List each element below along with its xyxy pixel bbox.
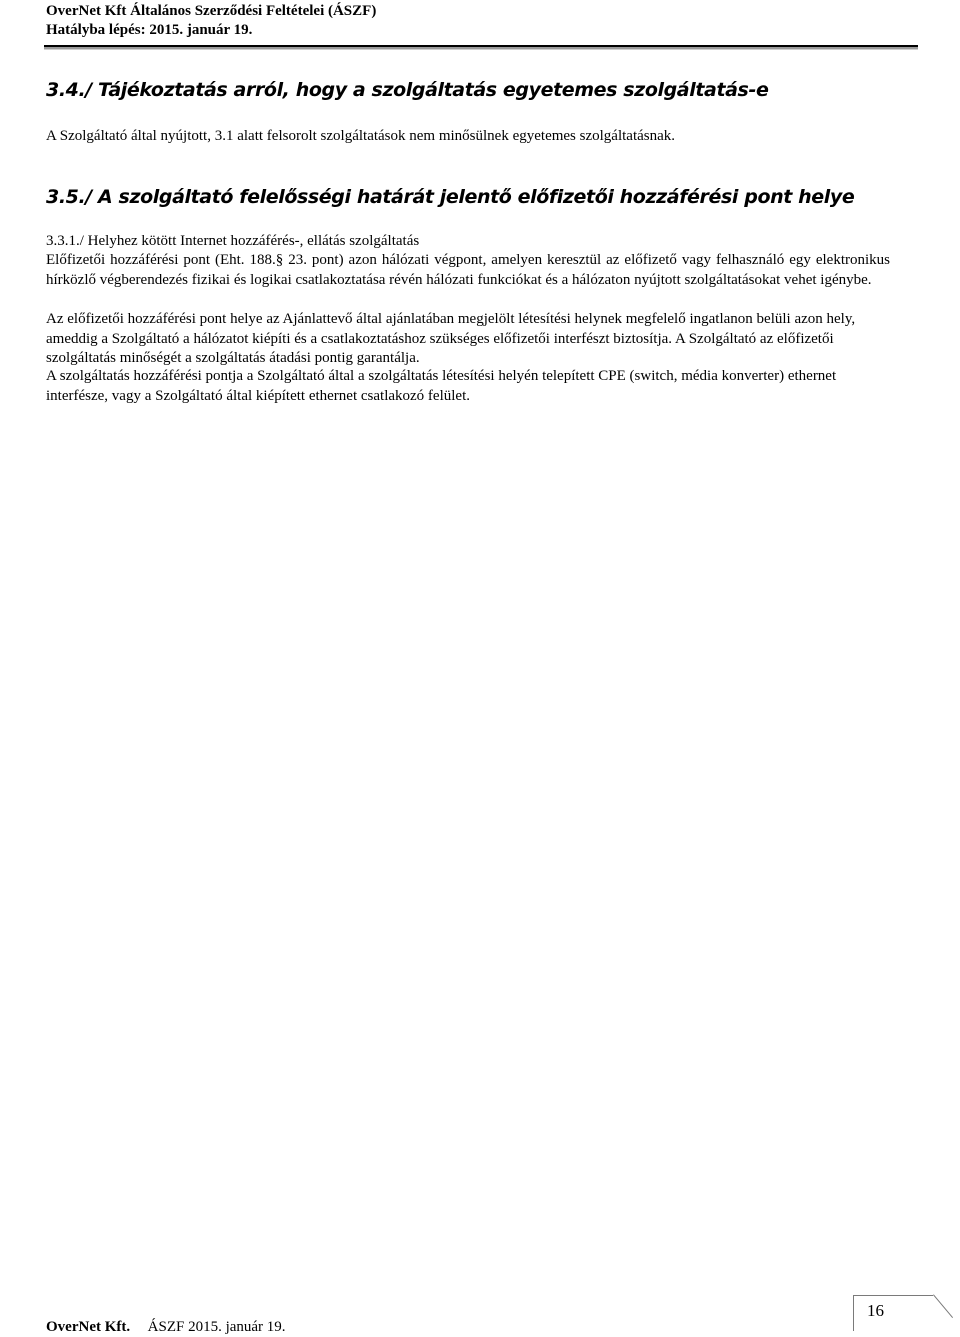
paragraph-access-point-definition: Előfizetői hozzáférési pont (Eht. 188.§ 23. pont) azon hálózati végpont, amelyen keresztül az előfizető vagy felhasználó egy elektronikus hírközlő végberendezés fizikai és logikai csatlakoztatása révén hálózati funkciókat és a hálózaton nyújtott szolgáltatásokat vehet igénybe.	[46, 252, 890, 288]
page-number: 16	[867, 1301, 884, 1320]
paragraph-access-point-interface: A szolgáltatás hozzáférési pontja a Szolgáltató által a szolgáltatás létesítési helyén telepített CPE (switch, média konverter) ethernet interfésze, vagy a Szolgáltató által kiépített ethernet csatlakozó felület.	[46, 368, 837, 404]
footer-company: OverNet Kft.	[46, 1319, 131, 1335]
sub-heading-3-3-1: 3.3.1./ Helyhez kötött Internet hozzáférés-, ellátás szolgáltatás	[46, 233, 420, 249]
section-heading-3-4: 3.4./ Tájékoztatás arról, hogy a szolgáltatás egyetemes szolgáltatás-e	[46, 79, 769, 101]
header-divider	[44, 45, 918, 47]
page-footer	[46, 1318, 286, 1337]
section-heading-3-5: 3.5./ A szolgáltató felelősségi határát jelentő előfizetői hozzáférési pont helye	[46, 186, 855, 208]
footer-document: ÁSZF 2015. január 19.	[147, 1319, 286, 1335]
header-title: OverNet Kft Általános Szerződési Feltételei (ÁSZF)	[46, 3, 377, 19]
header-effective-date: Hatályba lépés: 2015. január 19.	[46, 22, 253, 38]
page-number-box	[853, 1295, 933, 1331]
page-header	[46, 2, 918, 40]
section-3-4-text: A Szolgáltató által nyújtott, 3.1 alatt felsorolt szolgáltatások nem minősülnek egyetemes szolgáltatásnak.	[46, 128, 676, 144]
paragraph-access-point-location: Az előfizetői hozzáférési pont helye az Ajánlattevő által ajánlatában megjelölt létesítési helynek megfelelő ingatlanon belüli azon hely, ameddig a Szolgáltató a hálózatot kiépíti és a csatlakoztatáshoz szükséges előfizetői interfészt biztosítja. A Szolgáltató az előfizetői szolgáltatás minőségét a szolgáltatás átadási pontig garantálja.	[46, 311, 856, 366]
